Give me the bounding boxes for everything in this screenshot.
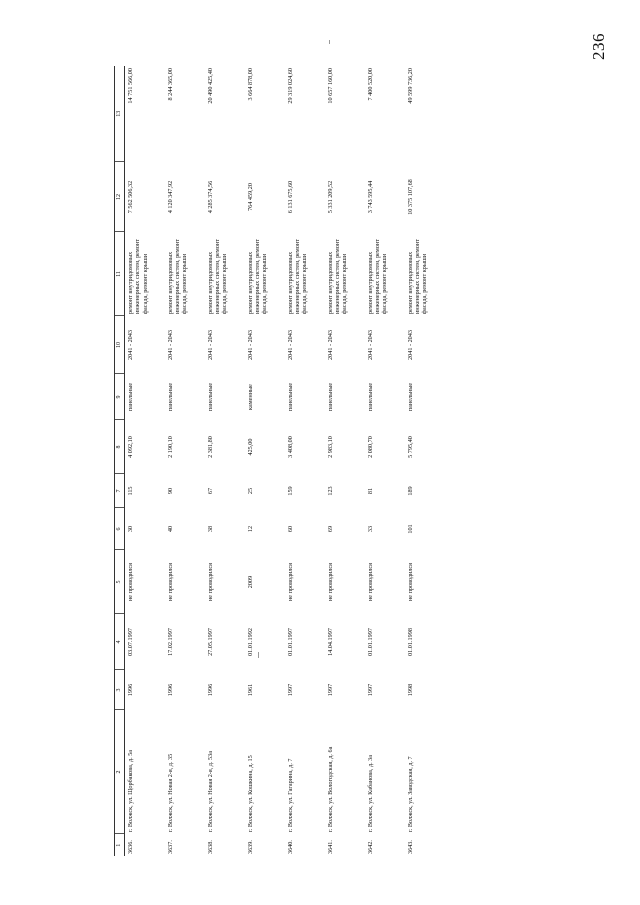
date-cell: 01.01.1992 [246, 628, 254, 656]
column-number-2: 2 [115, 710, 125, 834]
col7-cell: 81 [366, 487, 374, 495]
total-cell: 10 657 160,00 [326, 68, 334, 104]
status-cell: не проводился [127, 562, 135, 602]
year-cell: 1997 [286, 683, 294, 697]
cost-cell: 6 131 675,60 [286, 180, 294, 214]
address-cell: г. Волжск, ул. Кошкина, д. 15 [246, 755, 254, 832]
capital-repair-table [114, 66, 445, 856]
table-row [165, 66, 205, 856]
cost-cell: 5 331 209,52 [326, 180, 334, 214]
period-cell: 2041 - 2043 [127, 330, 135, 360]
row-id: 3641. [326, 840, 334, 854]
date-cell: 27.05.1997 [206, 628, 214, 656]
table-row [125, 66, 165, 856]
col7-cell: 25 [246, 487, 254, 495]
works-cell: ремонт внутридомовых инженерных систем, ремонт фасада, ремонт крыши [246, 239, 269, 314]
wall-type-cell: панельные [166, 382, 174, 412]
total-cell: 8 244 365,00 [166, 68, 174, 101]
year-cell: 1997 [366, 683, 374, 697]
wall-type-cell: панельные [326, 382, 334, 412]
row-id: 3640. [286, 840, 294, 854]
row-id: 3642. [366, 840, 374, 854]
wall-type-cell: панельные [206, 382, 214, 412]
scan-mark [329, 40, 330, 44]
year-cell: 1996 [127, 683, 135, 697]
cost-cell: 764 459,20 [246, 183, 254, 211]
year-cell: 1961 [246, 683, 254, 697]
table-row [405, 66, 445, 856]
address-cell: г. Волжск, ул. Кабанова, д. 3а [366, 754, 374, 832]
period-cell: 2041 - 2043 [366, 330, 374, 360]
col6-cell: 60 [286, 525, 294, 533]
table-row [365, 66, 405, 856]
col6-cell: 30 [127, 525, 135, 533]
column-number-5: 5 [115, 550, 125, 614]
table-row [205, 66, 245, 856]
address-cell: г. Волжск, ул. Щорбакова, д. 5а [127, 749, 135, 832]
column-number-6: 6 [115, 508, 125, 550]
col7-cell: 123 [326, 486, 334, 496]
status-cell: не проводился [326, 562, 334, 602]
date-cell: 01.01.1997 [366, 628, 374, 656]
address-cell: г. Волжск, ул. Заводская, д. 7 [406, 756, 414, 832]
status-cell: не проводился [166, 562, 174, 602]
total-cell: 3 664 878,00 [246, 68, 254, 101]
works-cell: ремонт внутридомовых инженерных систем, ремонт фасада, ремонт крыши [166, 239, 189, 314]
date-cell: 01.01.1998 [406, 628, 414, 656]
status-cell: не проводился [286, 562, 294, 602]
cost-cell: 7 562 506,32 [127, 180, 135, 214]
period-cell: 2041 - 2043 [206, 330, 214, 360]
works-cell: ремонт внутридомовых инженерных систем, ремонт фасада, ремонт крыши [286, 239, 309, 314]
period-cell: 2041 - 2043 [166, 330, 174, 360]
address-cell: г. Волжск, ул. Вологодская, д. 6а [326, 746, 334, 832]
total-cell: 7 400 520,00 [366, 68, 374, 101]
address-cell: г. Волжск, ул. Новая 2-я, д. 53а [206, 751, 214, 832]
wall-type-cell: панельные [406, 382, 414, 412]
col7-cell: 189 [406, 486, 414, 496]
period-cell: 2041 - 2043 [246, 330, 254, 360]
area-cell: 2 080,70 [366, 436, 374, 458]
col6-cell: 69 [326, 525, 334, 533]
works-cell: ремонт внутридомовых инженерных систем, ремонт фасада, ремонт крыши [206, 239, 229, 314]
col7-cell: 159 [286, 486, 294, 496]
area-cell: 2 983,10 [326, 436, 334, 458]
col6-cell: 101 [406, 524, 414, 534]
column-number-8: 8 [115, 420, 125, 474]
year-cell: 1998 [406, 683, 414, 697]
column-number-4: 4 [115, 614, 125, 670]
column-number-9: 9 [115, 374, 125, 420]
cost-cell: 4 285 374,56 [206, 180, 214, 214]
area-cell: 3 408,00 [286, 436, 294, 458]
works-cell: ремонт внутридомовых инженерных систем, ремонт фасада, ремонт крыши [366, 239, 389, 314]
date-cell: 03.07.1997 [127, 628, 135, 656]
area-cell: 5 795,40 [406, 436, 414, 458]
cost-cell: 3 743 595,44 [366, 180, 374, 214]
row-id: 3637. [166, 840, 174, 854]
table-row [245, 66, 285, 856]
year-cell: 1996 [206, 683, 214, 697]
status-cell: не проводился [406, 562, 414, 602]
total-cell: 14 751 566,00 [127, 68, 135, 104]
col6-cell: 33 [366, 525, 374, 533]
period-cell: 2041 - 2043 [286, 330, 294, 360]
wall-type-cell: каменные [246, 384, 254, 410]
column-number-10: 10 [115, 316, 125, 374]
scan-mark [258, 652, 259, 658]
year-cell: 1997 [326, 683, 334, 697]
rotated-table-container [114, 66, 510, 856]
date-cell: 01.01.1997 [286, 628, 294, 656]
works-cell: ремонт внутридомовых инженерных систем, ремонт фасада, ремонт крыши [326, 239, 349, 314]
page-number: 236 [589, 33, 608, 60]
wall-type-cell: панельные [127, 382, 135, 412]
col7-cell: 90 [166, 487, 174, 495]
col7-cell: 115 [127, 486, 135, 496]
row-id: 3638. [206, 840, 214, 854]
col6-cell: 40 [166, 525, 174, 533]
works-cell: ремонт внутридомовых инженерных систем, ремонт фасада, ремонт крыши [127, 239, 149, 314]
status-cell: не проводился [366, 562, 374, 602]
total-cell: 29 319 024,60 [286, 68, 294, 104]
area-cell: 2 190,10 [166, 436, 174, 458]
wall-type-cell: панельные [286, 382, 294, 412]
column-number-1: 1 [115, 834, 125, 856]
area-cell: 2 381,80 [206, 436, 214, 458]
row-id: 3643. [406, 840, 414, 854]
period-cell: 2041 - 2043 [326, 330, 334, 360]
table-body [115, 66, 445, 856]
status-cell: 2009 [246, 575, 254, 589]
address-cell: г. Волжск, ул. Новая 2-я, д. 35 [166, 753, 174, 832]
row-id: 3636. [127, 840, 135, 854]
column-number-7: 7 [115, 474, 125, 508]
column-number-13: 13 [115, 66, 125, 162]
date-cell: 14.04.1997 [326, 628, 334, 656]
column-number-row [115, 66, 125, 856]
row-id: 3639. [246, 840, 254, 854]
area-cell: 425,00 [246, 438, 254, 456]
col6-cell: 38 [206, 525, 214, 533]
col6-cell: 12 [246, 525, 254, 533]
wall-type-cell: панельные [366, 382, 374, 412]
date-cell: 17.02.1997 [166, 628, 174, 656]
col7-cell: 67 [206, 487, 214, 495]
column-number-12: 12 [115, 162, 125, 232]
total-cell: 49 599 736,20 [406, 68, 414, 104]
table-row [285, 66, 325, 856]
status-cell: не проводился [206, 562, 214, 602]
address-cell: г. Волжск, ул. Гагарина, д. 7 [286, 758, 294, 832]
cost-cell: 10 375 107,68 [406, 179, 414, 215]
cost-cell: 4 120 347,92 [166, 180, 174, 214]
works-cell: ремонт внутридомовых инженерных систем, ремонт фасада, ремонт крыши [406, 239, 429, 314]
period-cell: 2041 - 2043 [406, 330, 414, 360]
area-cell: 4 092,10 [127, 436, 135, 458]
column-number-3: 3 [115, 670, 125, 710]
year-cell: 1996 [166, 683, 174, 697]
column-number-11: 11 [115, 232, 125, 316]
table-row [325, 66, 365, 856]
total-cell: 20 490 425,40 [206, 68, 214, 104]
